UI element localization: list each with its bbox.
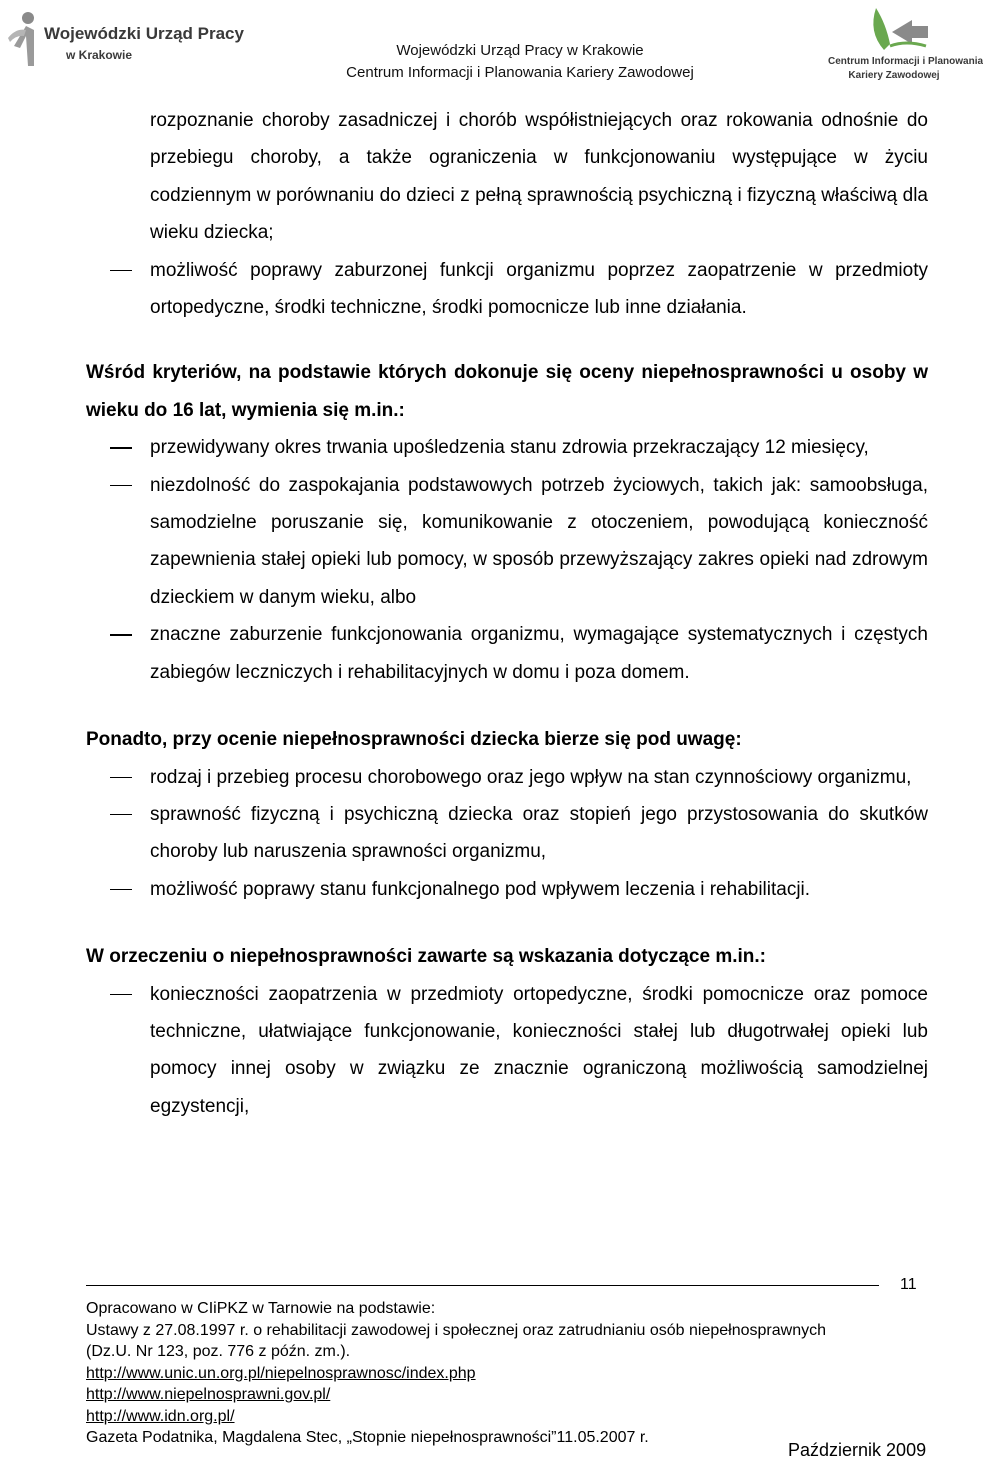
heading-considerations: Ponadto, przy ocenie niepełnosprawności dziecka bierze się pod uwagę: [86, 729, 742, 751]
dash-bullet-icon [110, 994, 132, 996]
list-item [86, 616, 928, 691]
certificate-list [86, 976, 928, 1126]
footer-link-idn[interactable]: http://www.idn.org.pl/ [86, 1407, 235, 1425]
list-item-text: niezdolność do zaspokajania podstawowych potrzeb życiowych, takich jak: samoobsługa, samodzielne poruszanie się, komunikowanie z otoczeniem, powodującą konieczność zapewnienia stałej opieki lub pomocy, w sposób przewyższający zakres opieki nad zdrowym dzieckiem w danym wieku, albo [150, 474, 928, 608]
ciipkz-logo [828, 2, 983, 86]
wup-logo-title: Wojewódzki Urząd Pracy [44, 24, 244, 43]
list-item-text: rodzaj i przebieg procesu chorobowego oraz jego wpływ na stan czynnościowy organizmu, [150, 766, 912, 788]
list-item [86, 976, 928, 1126]
criteria-list [86, 429, 928, 691]
considerations-list [86, 759, 928, 909]
list-item-text: przewidywany okres trwania upośledzenia stanu zdrowia przekraczający 12 miesięcy, [150, 437, 869, 459]
dash-bullet-icon [110, 270, 132, 272]
document-body [86, 102, 928, 1125]
header-center-text [330, 40, 710, 84]
footer-law-line1: Ustawy z 27.08.1997 r. o rehabilitacji zawodowej i społecznej oraz zatrudnianiu osób niepełnosprawnych [86, 1321, 826, 1339]
footer-link-niepelnosprawni[interactable]: http://www.niepelnosprawni.gov.pl/ [86, 1386, 331, 1403]
footer-prepared-by: Opracowano w CIiPKZ w Tarnowie na podstawie: [86, 1300, 436, 1317]
list-item [86, 759, 928, 796]
list-item-text: sprawność fizyczną i psychiczną dziecka oraz stopień jego przystosowania do skutków choroby lub naruszenia sprawności organizmu, [150, 803, 928, 863]
wup-figure-icon [6, 8, 40, 68]
paragraph-diagnosis: rozpoznanie choroby zasadniczej i chorób współistniejących oraz rokowania odnośnie do przebiegu choroby, a także ograniczenia w funkcjonowaniu występujące w życiu codziennym w porównaniu do dzieci z pełną sprawnością psychiczną i fizyczną właściwą dla wieku dziecka; [150, 110, 928, 244]
list-item-text: możliwość poprawy zaburzonej funkcji organizmu poprzez zaopatrzenie w przedmioty ortopedyczne, środki techniczne, środki pomocnicze lub inne działania. [150, 259, 928, 319]
dash-bullet-icon [110, 447, 132, 449]
list-item-improvement [86, 252, 928, 327]
list-item-text: znaczne zaburzenie funkcjonowania organizmu, wymagające systematycznych i częstych zabiegów leczniczych i rehabilitacyjnych w domu i poza domem. [150, 624, 928, 683]
list-item [86, 796, 928, 871]
spacer [86, 908, 928, 938]
heading-certificate: W orzeczeniu o niepełnosprawności zawarte są wskazania dotyczące m.in.: [86, 946, 766, 968]
list-item-text: konieczności zaopatrzenia w przedmioty ortopedyczne, środki pomocnicze oraz pomoce techniczne, ułatwiające funkcjonowanie, konieczności stałej lub długotrwałej opieki lub pomocy innej osoby w związku ze znacznie ograniczoną możliwością samodzielnej egzystencji, [150, 983, 928, 1117]
footer-source: Gazeta Podatnika, Magdalena Stec, „Stopnie niepełnosprawności”11.05.2007 r. [86, 1429, 649, 1446]
list-item [86, 871, 928, 908]
spacer [86, 691, 928, 721]
list-item-text: możliwość poprawy stanu funkcjonalnego pod wpływem leczenia i rehabilitacji. [150, 878, 811, 900]
heading-criteria: Wśród kryteriów, na podstawie których dokonuje się oceny niepełnosprawności u osoby w wieku do 16 lat, wymienia się m.in.: [86, 362, 928, 421]
page-number: 11 [900, 1276, 917, 1293]
footer-law-line2: (Dz.U. Nr 123, poz. 776 z późn. zm.). [86, 1343, 351, 1360]
page-header [0, 0, 983, 90]
dash-bullet-icon [110, 777, 132, 779]
footer-sources [86, 1298, 936, 1449]
dash-bullet-icon [110, 485, 132, 487]
header-center-name: Centrum Informacji i Planowania Kariery Zawodowej [346, 64, 694, 81]
ciipkz-arrow-icon [846, 2, 942, 52]
footer-link-unic[interactable]: http://www.unic.un.org.pl/niepelnosprawnosc/index.php [86, 1364, 476, 1382]
ciipkz-logo-line2: Kariery Zawodowej [848, 70, 940, 81]
list-item [86, 429, 928, 466]
dash-bullet-icon [110, 634, 132, 636]
list-item [86, 467, 928, 617]
spacer [86, 326, 928, 354]
dash-bullet-icon [110, 889, 132, 891]
header-office-name: Wojewódzki Urząd Pracy w Krakowie [396, 42, 644, 59]
ciipkz-logo-line1: Centrum Informacji i Planowania [828, 56, 983, 67]
dash-bullet-icon [110, 814, 132, 816]
wup-logo [6, 6, 246, 76]
footer-divider [86, 1285, 879, 1286]
wup-logo-subtitle: w Krakowie [66, 48, 133, 62]
footer-date: Październik 2009 [788, 1440, 927, 1460]
